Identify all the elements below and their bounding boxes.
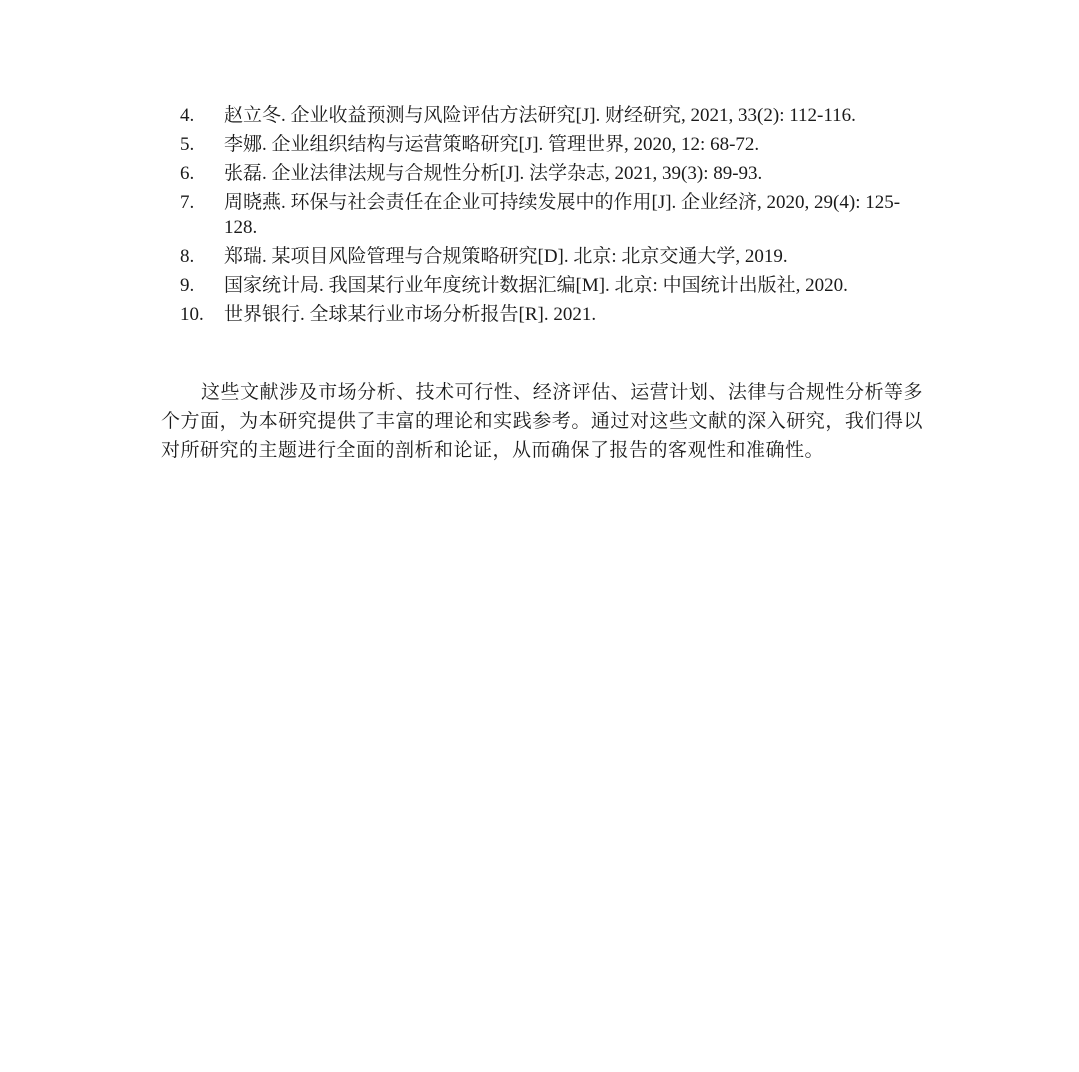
summary-paragraph: 这些文献涉及市场分析、技术可行性、经济评估、运营计划、法律与合规性分析等多个方面，为本研究提供了丰富的理论和实践参考。通过对这些文献的深入研究，我们得以对所研究的主题进行全面的剖析和论证，从而确保了报告的客观性和准确性。 [161, 382, 923, 461]
reference-list [180, 103, 925, 331]
reference-item [180, 302, 925, 327]
reference-number: 5. [180, 134, 195, 155]
reference-number: 6. [180, 163, 195, 184]
reference-text: 周晓燕. 环保与社会责任在企业可持续发展中的作用[J]. 企业经济, 2020, 29(4): 125-128. [224, 192, 901, 238]
reference-text: 张磊. 企业法律法规与合规性分析[J]. 法学杂志, 2021, 39(3): 89-93. [224, 163, 763, 184]
reference-item [180, 273, 925, 298]
reference-number: 4. [180, 105, 195, 126]
reference-number: 8. [180, 246, 195, 267]
reference-item [180, 244, 925, 269]
reference-number: 7. [180, 192, 195, 213]
reference-text: 世界银行. 全球某行业市场分析报告[R]. 2021. [224, 304, 597, 325]
reference-item [180, 161, 925, 186]
reference-text: 赵立冬. 企业收益预测与风险评估方法研究[J]. 财经研究, 2021, 33(2): 112-116. [224, 105, 856, 126]
reference-text: 国家统计局. 我国某行业年度统计数据汇编[M]. 北京: 中国统计出版社, 2020. [224, 275, 848, 296]
reference-number: 9. [180, 275, 195, 296]
reference-text: 李娜. 企业组织结构与运营策略研究[J]. 管理世界, 2020, 12: 68-72. [224, 134, 760, 155]
reference-text: 郑瑞. 某项目风险管理与合规策略研究[D]. 北京: 北京交通大学, 2019. [224, 246, 788, 267]
reference-item [180, 190, 925, 240]
reference-item [180, 132, 925, 157]
reference-number: 10. [180, 304, 204, 325]
reference-item [180, 103, 925, 128]
